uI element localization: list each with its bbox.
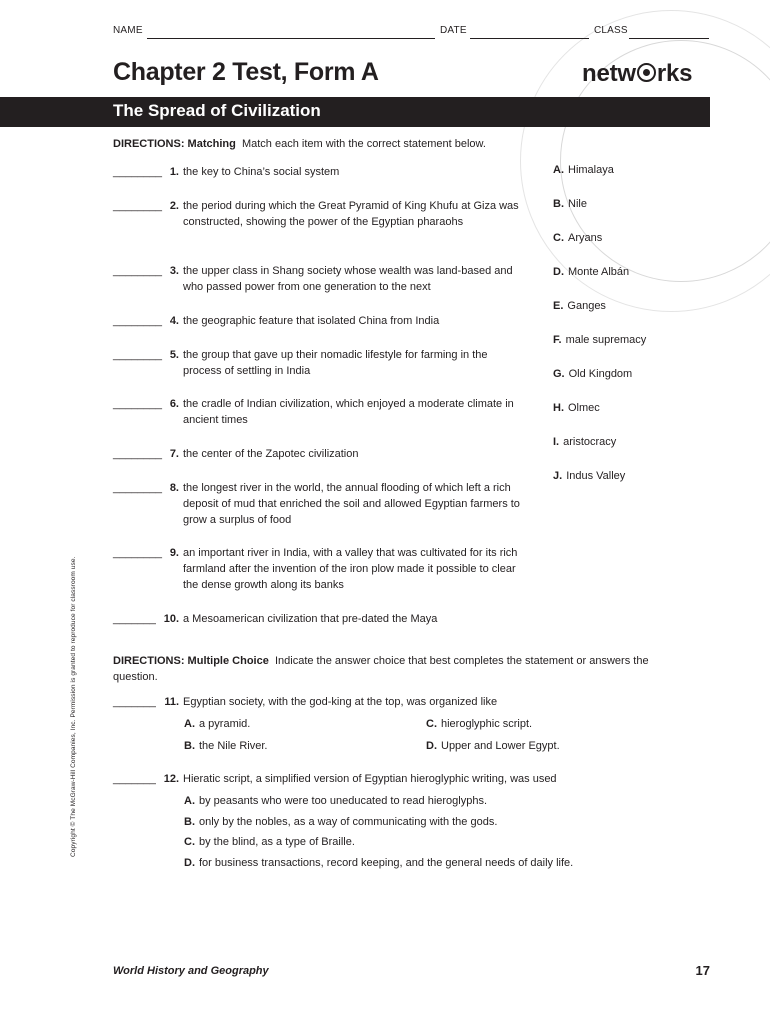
answer-blank[interactable]: _______ xyxy=(113,773,156,785)
item-number: 1. xyxy=(169,166,179,178)
item-text: the group that gave up their nomadic lifestyle for farming in the process of settling in India xyxy=(183,349,488,377)
answer-letter: I. xyxy=(553,436,560,448)
item-number: 5. xyxy=(169,349,179,361)
answer-text: Monte Albán xyxy=(568,266,630,278)
item-text: the center of the Zapotec civilization xyxy=(183,448,359,460)
choice-letter: D. xyxy=(184,856,195,869)
directions-text: Indicate the answer choice that best completes the statement or answers the question. xyxy=(113,655,649,683)
question-text: Hieratic script, a simplified version of Egyptian hieroglyphic writing, was used xyxy=(183,773,557,785)
answer-blank[interactable]: _______ xyxy=(113,696,156,708)
choice-letter: C. xyxy=(184,836,195,848)
answer-blank[interactable]: ________ xyxy=(113,315,162,327)
answer-text: Ganges xyxy=(567,300,606,312)
answer-option xyxy=(553,266,629,278)
name-line[interactable] xyxy=(147,38,435,39)
item-number: 10. xyxy=(163,613,179,625)
date-label: DATE xyxy=(440,25,467,36)
answer-option xyxy=(553,198,587,210)
item-number: 8. xyxy=(169,482,179,494)
answer-letter: G. xyxy=(553,368,565,380)
item-text: the geographic feature that isolated China from India xyxy=(183,315,440,327)
answer-option xyxy=(553,470,625,482)
mc-directions xyxy=(113,653,683,685)
answer-text: Aryans xyxy=(568,232,603,244)
item-number: 9. xyxy=(169,547,179,559)
choice-text: by peasants who were too uneducated to read hieroglyphs. xyxy=(199,795,488,807)
answer-option xyxy=(553,402,600,414)
answer-blank[interactable]: _______ xyxy=(113,613,156,625)
footer-book-title: World History and Geography xyxy=(113,965,269,977)
choice-option[interactable] xyxy=(184,718,250,730)
page-number: 17 xyxy=(695,963,710,978)
class-label: CLASS xyxy=(594,25,628,36)
choice-option[interactable] xyxy=(184,795,487,807)
networks-logo xyxy=(582,60,692,88)
question-number: 12. xyxy=(163,773,179,785)
choice-letter: A. xyxy=(184,795,195,807)
item-number: 4. xyxy=(169,315,179,327)
item-text: the longest river in the world, the annual flooding of which left a rich deposit of mud that enriched the soil and allowed Egyptian farmers to grow a surplus of food xyxy=(183,482,520,526)
answer-option xyxy=(553,436,616,448)
choice-option[interactable] xyxy=(184,740,267,752)
answer-text: male supremacy xyxy=(565,334,647,346)
answer-text: Old Kingdom xyxy=(568,368,633,380)
answer-option xyxy=(553,300,606,312)
answer-blank[interactable]: ________ xyxy=(113,547,162,559)
item-text: the period during which the Great Pyramid of King Khufu at Giza was constructed, showing the power of the Egyptian pharaohs xyxy=(183,200,519,228)
choice-option[interactable] xyxy=(426,740,560,752)
logo-text-end: rks xyxy=(656,60,693,87)
choice-letter: B. xyxy=(184,815,195,828)
choice-text: Upper and Lower Egypt. xyxy=(441,740,560,752)
answer-option xyxy=(553,334,646,346)
choice-text: a pyramid. xyxy=(199,718,251,730)
answer-text: aristocracy xyxy=(563,436,617,448)
item-text: an important river in India, with a valley that was cultivated for its rich farmland after the invention of the iron plow made it possible to clear the dense growth along its banks xyxy=(183,547,518,591)
answer-letter: E. xyxy=(553,300,564,312)
answer-text: Olmec xyxy=(568,402,600,414)
directions-text: Match each item with the correct statement below. xyxy=(241,138,486,150)
answer-blank[interactable]: ________ xyxy=(113,200,162,212)
choice-text: hieroglyphic script. xyxy=(441,718,533,730)
item-number: 3. xyxy=(169,265,179,277)
answer-text: Nile xyxy=(568,198,587,210)
choice-letter: A. xyxy=(184,718,195,730)
question-number: 11. xyxy=(164,696,179,708)
subtitle: The Spread of Civilization xyxy=(113,101,321,120)
answer-letter: F. xyxy=(553,334,562,346)
logo-o-icon xyxy=(637,63,656,82)
answer-option xyxy=(553,232,602,244)
choice-text: only by the nobles, as a way of communicating with the gods. xyxy=(199,815,498,828)
matching-directions xyxy=(113,136,683,152)
answer-blank[interactable]: ________ xyxy=(113,482,162,494)
item-text: the upper class in Shang society whose wealth was land-based and who passed power from one generation to the next xyxy=(183,265,513,293)
directions-label: DIRECTIONS: Multiple Choice xyxy=(113,655,269,667)
item-text: a Mesoamerican civilization that pre-dated the Maya xyxy=(183,613,438,625)
item-number: 2. xyxy=(169,200,179,212)
choice-text: by the blind, as a type of Braille. xyxy=(199,836,355,848)
logo-text-start: netw xyxy=(582,60,636,87)
date-line[interactable] xyxy=(470,38,589,39)
choice-option[interactable] xyxy=(184,816,497,828)
answer-blank[interactable]: ________ xyxy=(113,398,162,410)
answer-blank[interactable]: ________ xyxy=(113,448,162,460)
item-text: the cradle of Indian civilization, which enjoyed a moderate climate in ancient times xyxy=(183,398,514,426)
answer-text: Indus Valley xyxy=(566,470,626,482)
answer-letter: J. xyxy=(553,470,563,482)
item-number: 7. xyxy=(169,448,179,460)
answer-text: Himalaya xyxy=(568,164,614,176)
choice-letter: C. xyxy=(426,718,437,730)
question-text: Egyptian society, with the god-king at the top, was organized like xyxy=(183,696,498,708)
choice-letter: D. xyxy=(426,740,437,752)
answer-blank[interactable]: ________ xyxy=(113,349,162,361)
name-label: NAME xyxy=(113,25,143,36)
directions-label: DIRECTIONS: Matching xyxy=(113,138,236,150)
answer-option xyxy=(553,164,614,176)
subtitle-banner xyxy=(0,97,710,127)
answer-letter: B. xyxy=(553,198,564,210)
answer-blank[interactable]: ________ xyxy=(113,166,162,178)
copyright-notice: Copyright © The McGraw-Hill Companies, Inc. Permission is granted to reproduce for classroom use. xyxy=(70,556,77,857)
answer-letter: D. xyxy=(553,266,564,278)
page-title: Chapter 2 Test, Form A xyxy=(113,58,379,86)
answer-option xyxy=(553,368,632,380)
choice-option[interactable] xyxy=(184,857,573,869)
choice-text: the Nile River. xyxy=(199,740,268,752)
answer-letter: H. xyxy=(553,402,564,414)
choice-text: for business transactions, record keeping, and the general needs of daily life. xyxy=(199,856,574,869)
class-line[interactable] xyxy=(629,38,709,39)
item-text: the key to China’s social system xyxy=(183,166,340,178)
choice-option[interactable] xyxy=(184,836,355,848)
answer-blank[interactable]: ________ xyxy=(113,265,162,277)
choice-letter: B. xyxy=(184,740,195,752)
item-number: 6. xyxy=(169,398,179,410)
choice-option[interactable] xyxy=(426,718,532,730)
answer-letter: A. xyxy=(553,164,564,176)
answer-letter: C. xyxy=(553,232,564,244)
